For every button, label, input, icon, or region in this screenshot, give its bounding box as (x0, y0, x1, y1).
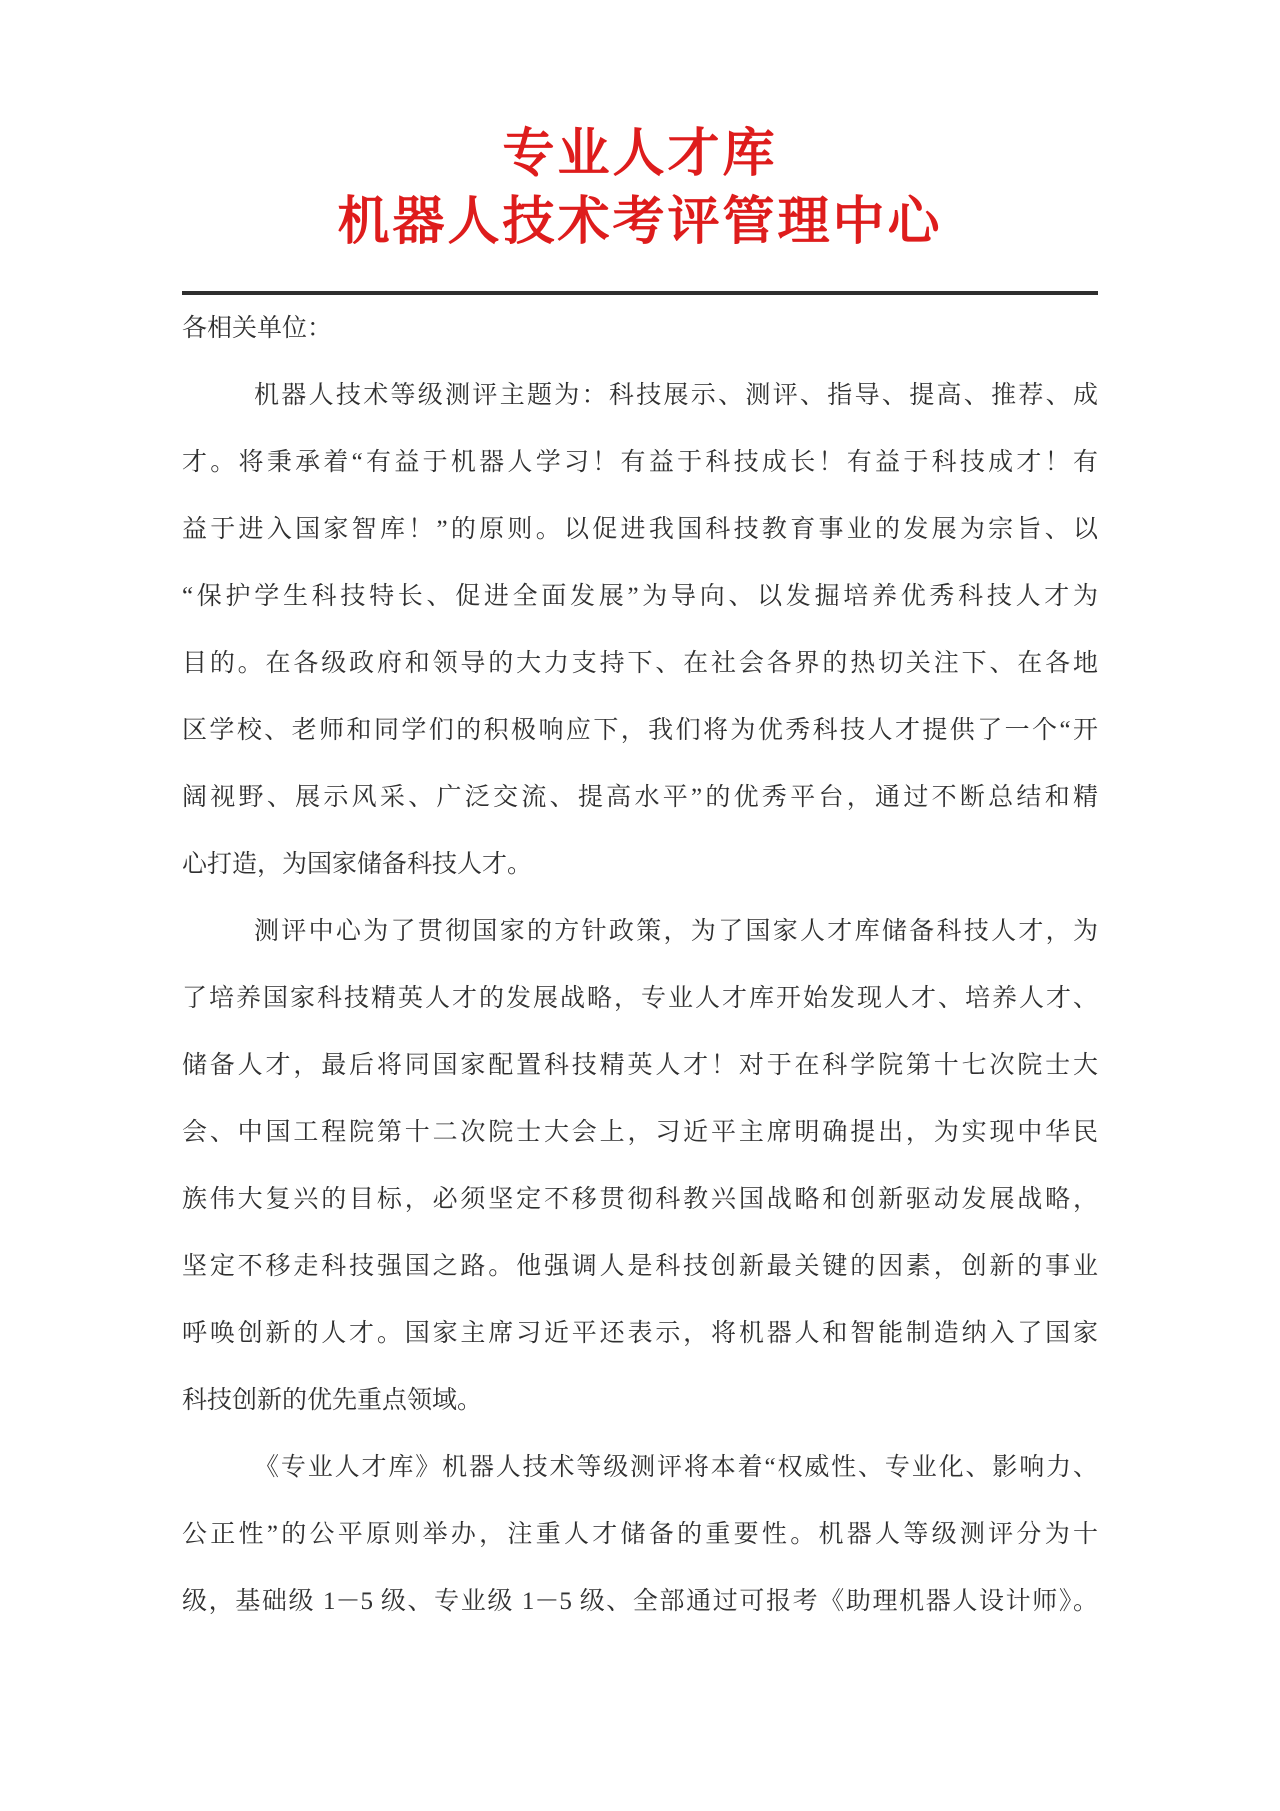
paragraph-line: 科技创新的优先重点领域。 (182, 1387, 483, 1414)
paragraph-line: 公正性”的公平原则举办，注重人才储备的重要性。机器人等级测评分为十 (182, 1521, 1098, 1548)
paragraph-line: 储备人才，最后将同国家配置科技精英人才！对于在科学院第十七次院士大 (182, 1052, 1098, 1079)
paragraph-line: 机器人技术等级测评主题为：科技展示、测评、指导、提高、推荐、成 (254, 382, 1098, 409)
salutation-line: 各相关单位： (182, 315, 333, 342)
paragraph-3 (182, 1434, 1098, 1635)
paragraph-line: 呼唤创新的人才。国家主席习近平还表示，将机器人和智能制造纳入了国家 (182, 1320, 1098, 1347)
paragraph-line: 测评中心为了贯彻国家的方针政策，为了国家人才库储备科技人才，为 (254, 918, 1098, 945)
paragraph-line: 区学校、老师和同学们的积极响应下，我们将为优秀科技人才提供了一个“开 (182, 717, 1098, 744)
paragraph-line: 目的。在各级政府和领导的大力支持下、在社会各界的热切关注下、在各地 (182, 650, 1098, 677)
paragraph-2 (182, 898, 1098, 1434)
paragraph-line: 益于进入国家智库！”的原则。以促进我国科技教育事业的发展为宗旨、以 (182, 516, 1098, 543)
document-body (182, 295, 1098, 1635)
paragraph-line: 心打造，为国家储备科技人才。 (182, 851, 533, 878)
document-header (182, 0, 1098, 257)
paragraph-line: 族伟大复兴的目标，必须坚定不移贯彻科教兴国战略和创新驱动发展战略， (182, 1186, 1098, 1213)
paragraph-line: 会、中国工程院第十二次院士大会上，习近平主席明确提出，为实现中华民 (182, 1119, 1098, 1146)
document-title-line-2: 机器人技术考评管理中心 (337, 194, 943, 251)
paragraph-line: 了培养国家科技精英人才的发展战略，专业人才库开始发现人才、培养人才、 (182, 985, 1098, 1012)
paragraph-line: 级，基础级 1－5 级、专业级 1－5 级、全部通过可报考《助理机器人设计师》。 (182, 1588, 1098, 1615)
paragraph-line: 《专业人才库》机器人技术等级测评将本着“权威性、专业化、影响力、 (254, 1454, 1098, 1481)
paragraph-line: 阔视野、展示风采、广泛交流、提高水平”的优秀平台，通过不断总结和精 (182, 784, 1098, 811)
paragraph-1 (182, 362, 1098, 898)
paragraph-line: 坚定不移走科技强国之路。他强调人是科技创新最关键的因素，创新的事业 (182, 1253, 1098, 1280)
document-title-line-1: 专业人才库 (502, 126, 778, 183)
paragraph-line: 才。将秉承着“有益于机器人学习！有益于科技成长！有益于科技成才！有 (182, 449, 1098, 476)
paragraph-line: “保护学生科技特长、促进全面发展”为导向、以发掘培养优秀科技人才为 (182, 583, 1098, 610)
